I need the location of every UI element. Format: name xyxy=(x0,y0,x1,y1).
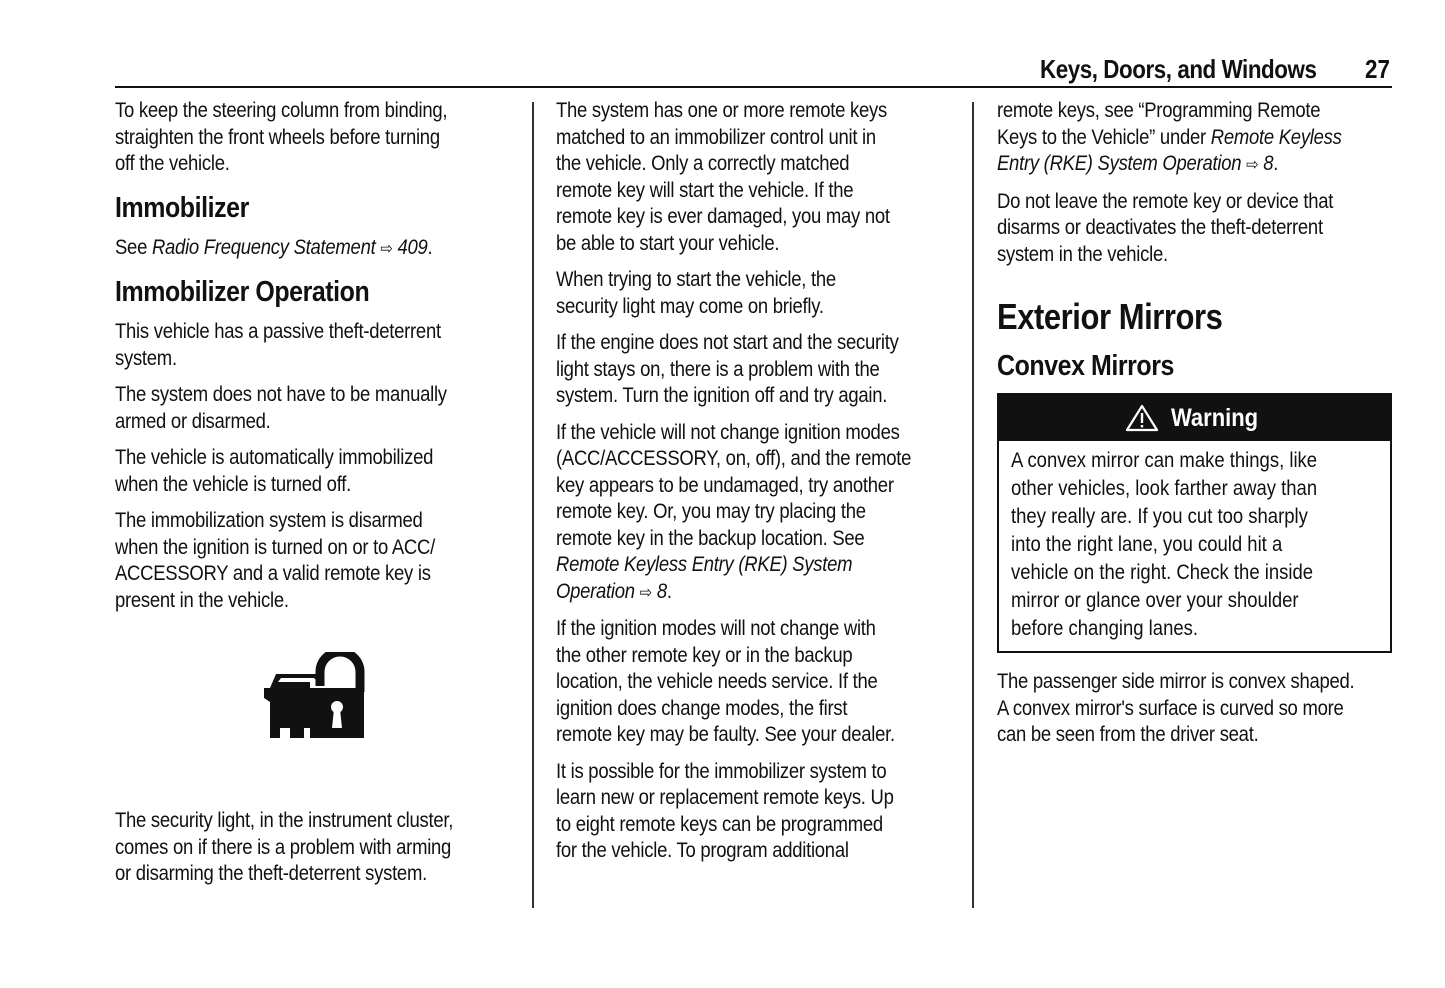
paragraph: The vehicle is automatically immobilized when the vehicle is turned off. xyxy=(115,446,434,496)
paragraph: The system has one or more remote keys matched to an immobilizer control unit in the vehicle. Only a correctly matched remote key will start the vehicle. If the remote key is ever damaged, you may not be able to start your vehicle. xyxy=(556,99,890,255)
page-reference-arrow-icon: ⇨ xyxy=(380,238,393,258)
column-divider xyxy=(972,102,974,908)
security-light-car-lock-icon xyxy=(260,652,370,752)
immobilizer-operation-heading: Immobilizer Operation xyxy=(115,276,370,308)
reference-link[interactable]: Remote Keyless Entry (RKE) System xyxy=(556,553,853,576)
paragraph: When trying to start the vehicle, the security light may come on briefly. xyxy=(556,268,836,318)
paragraph: If the ignition modes will not change with the other remote key or in the backup location, the vehicle needs service. If the ignition does change modes, the first remote key may be faulty. See your dealer. xyxy=(556,617,895,746)
paragraph: The passenger side mirror is convex shaped. A convex mirror's surface is curved so more can be seen from the driver seat. xyxy=(997,670,1355,746)
exterior-mirrors-heading: Exterior Mirrors xyxy=(997,296,1223,337)
warning-text: A convex mirror can make things, like other vehicles, look farther away than they really are. If you cut too sharply into the right lane, you could hit a vehicle on the right. Check the inside mirror or glance over your shoulder before changing lanes. xyxy=(1011,449,1318,640)
immobilizer-see-reference: See Radio Frequency Statement ⇨ 409. xyxy=(115,235,433,259)
reference-link[interactable]: Radio Frequency Statement xyxy=(151,235,376,259)
page-reference[interactable]: 8 xyxy=(656,579,667,603)
page-reference[interactable]: 409 xyxy=(397,235,428,259)
column-3 xyxy=(997,98,1392,759)
paragraph: This vehicle has a passive theft-deterrent system. xyxy=(115,320,441,370)
page-reference[interactable]: 8 xyxy=(1263,152,1274,175)
paragraph: The system does not have to be manually armed or disarmed. xyxy=(115,383,447,433)
warning-box xyxy=(997,393,1392,653)
warning-header xyxy=(999,395,1390,441)
page-number: 27 xyxy=(1365,54,1390,84)
paragraph: It is possible for the immobilizer system to learn new or replacement remote keys. Up to eight remote keys can be programmed for the vehicle. To program additional xyxy=(556,759,894,862)
paragraph: If the vehicle will not change ignition modes (ACC/ACCESSORY, on, off), and the remote key appears to be undamaged, try another remote key. Or, you may try placing the remote key in the backup location. See Remote Keyless Entry (RKE) System Operation ⇨ 8. xyxy=(556,420,912,603)
page-header xyxy=(115,52,1392,88)
section-title: Keys, Doors, and Windows xyxy=(1039,54,1316,84)
security-light-figure xyxy=(115,630,515,790)
reference-link[interactable]: Entry (RKE) System Operation xyxy=(997,152,1242,175)
warning-title: Warning xyxy=(1170,403,1259,432)
reference-link[interactable]: Remote Keyless xyxy=(1210,125,1342,149)
paragraph: The security light, in the instrument cluster, comes on if there is a problem with arming or disarming the theft-deterrent system. xyxy=(115,809,454,885)
page-reference-arrow-icon: ⇨ xyxy=(1246,155,1259,174)
paragraph: Do not leave the remote key or device that disarms or deactivates the theft-deterrent system in the vehicle. xyxy=(997,189,1334,266)
warning-triangle-icon xyxy=(1125,404,1159,432)
paragraph: The immobilization system is disarmed when the ignition is turned on or to ACC/ ACCESSORY and a valid remote key is present in the vehicle. xyxy=(115,509,435,612)
column-1 xyxy=(115,98,515,898)
paragraph: remote keys, see “Programming Remote Keys to the Vehicle” under Remote Keyless Entry (RKE) System Operation ⇨ 8. xyxy=(997,99,1342,175)
column-divider xyxy=(532,102,534,908)
reference-link[interactable]: Operation xyxy=(556,579,635,603)
paragraph: If the engine does not start and the security light stays on, there is a problem with the system. Turn the ignition off and try again. xyxy=(556,331,899,407)
convex-mirrors-heading: Convex Mirrors xyxy=(997,350,1174,382)
intro-paragraph: To keep the steering column from binding, straighten the front wheels before turning off the vehicle. xyxy=(115,99,448,175)
column-2 xyxy=(556,98,956,875)
page-reference-arrow-icon: ⇨ xyxy=(639,582,652,602)
immobilizer-heading: Immobilizer xyxy=(115,191,249,224)
